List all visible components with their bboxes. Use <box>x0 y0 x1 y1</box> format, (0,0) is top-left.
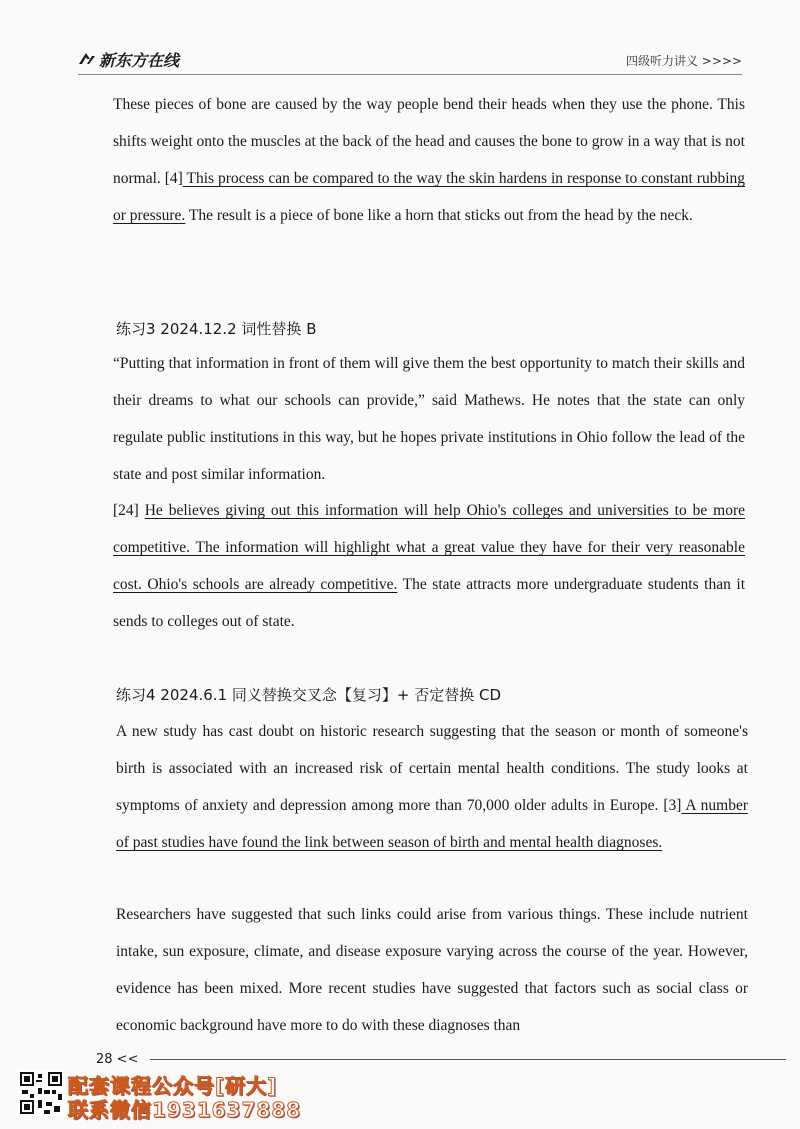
underlined-answer: A number of past studies have found the link between season of birth and mental health diagnoses. <box>116 797 748 851</box>
brand-logo <box>78 48 179 70</box>
paragraph-bone <box>113 86 745 234</box>
qr-code-icon <box>18 1070 64 1116</box>
paragraph-mathews: “Putting that information in front of them will give them the best opportunity to match their skills and their dreams to what our schools can provide,” said Mathews. He notes that the state can only regulate public institutions in this way, but he hopes private institutions in Ohio follow the lead of the state and post similar information. <box>113 355 745 483</box>
paragraph-ohio <box>113 492 745 640</box>
page-header <box>78 44 742 75</box>
paragraph-text: A new study has cast doubt on historic research suggesting that the season or month of someone's birth is associated with an increased risk of certain mental health conditions. The study looks at symptoms of anxiety and depression among more than 70,000 older adults in Europe. [3] <box>116 723 748 814</box>
paragraph-text: These pieces of bone are caused by the way people bend their heads when they use the phone. This shifts weight onto the muscles at the back of the head and causes the bone to grow in a way that is not normal. [4] <box>113 96 745 187</box>
paragraph-study <box>116 713 748 861</box>
paragraph-researchers: Researchers have suggested that such links could arise from various things. These include nutrient intake, sun exposure, climate, and disease exposure varying across the course of the year. However, evidence has been mixed. More recent studies have suggested that factors such as social class or economic background have more to do with these diagnoses than <box>116 906 748 1034</box>
watermark-line-1: 配套课程公众号[研大] <box>68 1074 278 1098</box>
exercise-3-heading: 练习3 2024.12.2 词性替换 B <box>116 320 317 338</box>
question-number: [24] <box>113 502 145 519</box>
logo-text: 新东方在线 <box>99 50 180 70</box>
watermark-line-2: 联系微信1931637888 <box>68 1098 302 1122</box>
paragraph-text: The result is a piece of bone like a horn that sticks out from the head by the neck. <box>185 207 693 224</box>
underlined-answer: He believes giving out this information will help Ohio's colleges and universities to be more competitive. The information will highlight what a great value they have for their very reasonable cost. Ohio's schools are already competitive. <box>113 502 745 593</box>
paragraph-text: The state attracts more undergraduate students than it sends to colleges out of state. <box>113 576 745 630</box>
footer-divider <box>150 1059 786 1060</box>
page-number: 28 << <box>96 1052 139 1067</box>
logo-icon <box>78 50 96 68</box>
underlined-answer: This process can be compared to the way the skin hardens in response to constant rubbing or pressure. <box>113 170 745 224</box>
exercise-4-heading: 练习4 2024.6.1 同义替换交叉念【复习】+ 否定替换 CD <box>116 686 502 704</box>
header-section-title: 四级听力讲义 >>>> <box>625 54 742 68</box>
